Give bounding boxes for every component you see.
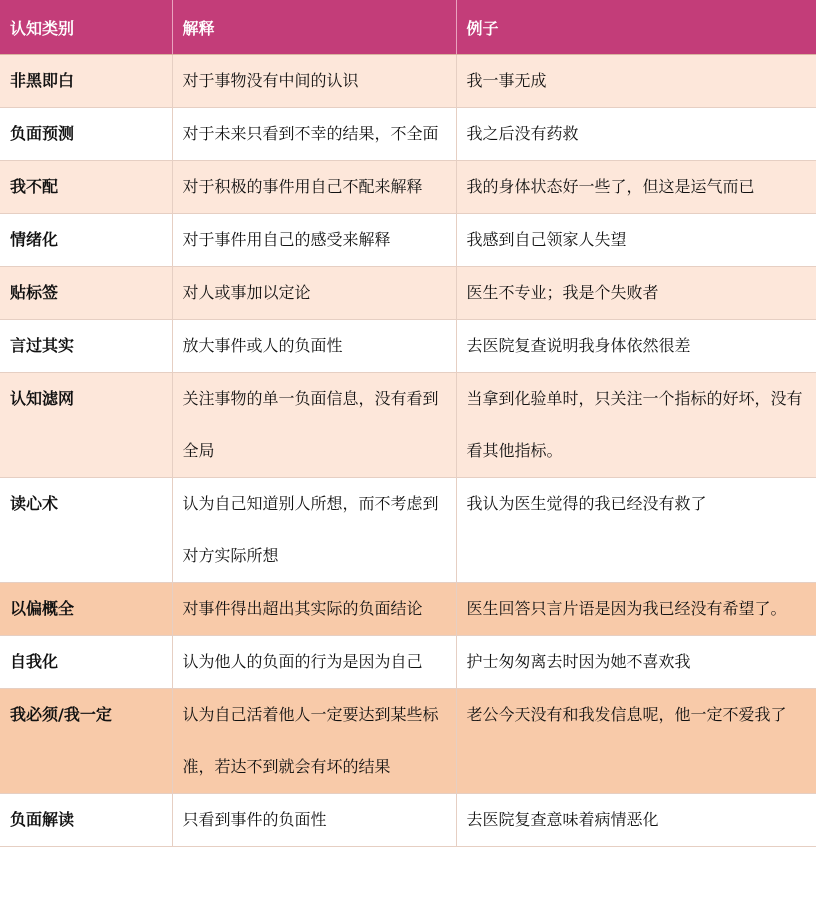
explanation-cell: 认为他人的负面的行为是因为自己 [172, 636, 456, 689]
example-cell: 去医院复查意味着病情恶化 [456, 794, 816, 847]
category-cell: 贴标签 [0, 267, 172, 320]
explanation-cell: 对人或事加以定论 [172, 267, 456, 320]
example-cell: 我之后没有药救 [456, 108, 816, 161]
category-cell: 自我化 [0, 636, 172, 689]
example-cell: 老公今天没有和我发信息呢，他一定不爱我了 [456, 689, 816, 794]
category-cell: 我不配 [0, 161, 172, 214]
table-row [0, 583, 816, 636]
header-explanation: 解释 [172, 0, 456, 55]
example-cell: 当拿到化验单时，只关注一个指标的好坏，没有看其他指标。 [456, 373, 816, 478]
category-cell: 非黑即白 [0, 55, 172, 108]
table-row [0, 214, 816, 267]
example-cell: 我认为医生觉得的我已经没有救了 [456, 478, 816, 583]
category-cell: 读心术 [0, 478, 172, 583]
example-cell: 护士匆匆离去时因为她不喜欢我 [456, 636, 816, 689]
explanation-cell: 对于未来只看到不幸的结果，不全面 [172, 108, 456, 161]
category-cell: 言过其实 [0, 320, 172, 373]
example-cell: 医生回答只言片语是因为我已经没有希望了。 [456, 583, 816, 636]
table-row [0, 636, 816, 689]
table-row [0, 55, 816, 108]
header-category: 认知类别 [0, 0, 172, 55]
explanation-cell: 认为自己活着他人一定要达到某些标准，若达不到就会有坏的结果 [172, 689, 456, 794]
explanation-cell: 对于事物没有中间的认识 [172, 55, 456, 108]
category-cell: 认知滤网 [0, 373, 172, 478]
explanation-cell: 只看到事件的负面性 [172, 794, 456, 847]
table-row [0, 161, 816, 214]
table-row [0, 373, 816, 478]
explanation-cell: 认为自己知道别人所想，而不考虑到对方实际所想 [172, 478, 456, 583]
example-cell: 我感到自己领家人失望 [456, 214, 816, 267]
explanation-cell: 对于积极的事件用自己不配来解释 [172, 161, 456, 214]
example-cell: 去医院复查说明我身体依然很差 [456, 320, 816, 373]
explanation-cell: 对于事件用自己的感受来解释 [172, 214, 456, 267]
example-cell: 我一事无成 [456, 55, 816, 108]
header-row [0, 0, 816, 55]
category-cell: 以偏概全 [0, 583, 172, 636]
header-example: 例子 [456, 0, 816, 55]
category-cell: 负面预测 [0, 108, 172, 161]
table-row [0, 478, 816, 583]
table-row [0, 689, 816, 794]
category-cell: 情绪化 [0, 214, 172, 267]
example-cell: 我的身体状态好一些了，但这是运气而已 [456, 161, 816, 214]
table-row [0, 267, 816, 320]
category-cell: 我必须/我一定 [0, 689, 172, 794]
explanation-cell: 关注事物的单一负面信息，没有看到全局 [172, 373, 456, 478]
explanation-cell: 放大事件或人的负面性 [172, 320, 456, 373]
table-row [0, 794, 816, 847]
example-cell: 医生不专业；我是个失败者 [456, 267, 816, 320]
explanation-cell: 对事件得出超出其实际的负面结论 [172, 583, 456, 636]
category-cell: 负面解读 [0, 794, 172, 847]
table-row [0, 320, 816, 373]
table-row [0, 108, 816, 161]
